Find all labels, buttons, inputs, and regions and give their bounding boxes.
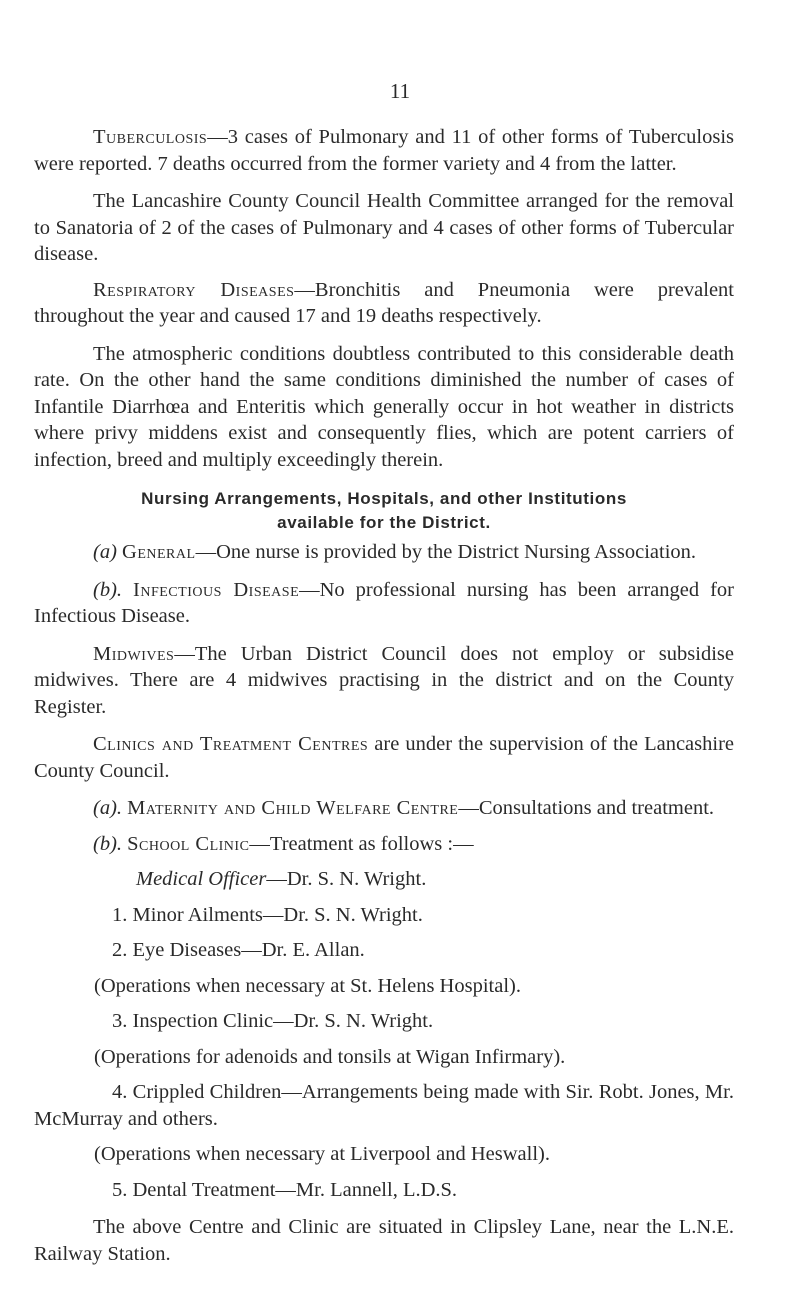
tuberculosis-heading: Tuberculosis [93, 126, 208, 148]
document-body [34, 124, 734, 1267]
closing-paragraph: The above Centre and Clinic are situated in Clipsley Lane, near the L.N.E. Railway Station. [34, 1216, 734, 1265]
respiratory-heading: Respiratory Diseases [93, 278, 295, 301]
clinic-item-note: (Operations for adenoids and tonsils at Wigan Infirmary). [94, 1045, 566, 1068]
tuberculosis-paragraph [34, 124, 734, 177]
infectious-paragraph [34, 577, 734, 630]
maternity-marker: (a). [93, 797, 123, 819]
clinic-item: 5. Dental Treatment—Mr. Lannell, L.D.S. [112, 1178, 458, 1201]
atmospheric-paragraph: The atmospheric conditions doubtless contributed to this considerable death rate. On the other hand the same conditions diminished the number of cases of Infantile Diarrhœa and Enteritis which generally occur in hot weather in districts where privy middens exist and consequently flies, which are potent carriers of infection, breed and multiply exceedingly therein. [34, 342, 734, 471]
clinic-item-note: (Operations when necessary at Liverpool and Heswall). [94, 1143, 550, 1165]
maternity-paragraph [34, 795, 734, 822]
clinic-item: 3. Inspection Clinic—Dr. S. N. Wright. [112, 1010, 434, 1032]
general-heading: General [122, 541, 196, 563]
tuberculosis-text: —3 cases of Pulmonary and 11 of other forms of Tuberculosis were reported. 7 deaths occurred from the former variety and 4 from the latter. [34, 126, 734, 175]
sanatoria-paragraph: The Lancashire County Council Health Committee arranged for the removal to Sanatoria of 2 of the cases of Pulmonary and 4 cases of other forms of Tubercular disease. [34, 190, 734, 265]
infectious-marker: (b). [93, 578, 123, 601]
clinic-item-note: (Operations when necessary at St. Helens Hospital). [94, 974, 521, 997]
infectious-text: —No professional nursing has been arranged for Infectious Disease. [34, 578, 734, 627]
clinics-paragraph [34, 731, 734, 784]
medical-officer-line [34, 866, 734, 893]
infectious-heading: Infectious Disease [133, 578, 300, 601]
maternity-text: —Consultations and treatment. [458, 797, 715, 819]
medical-officer-label: Medical Officer [136, 868, 267, 890]
midwives-paragraph [34, 641, 734, 721]
school-text: —Treatment as follows :— [249, 832, 474, 855]
clinic-item: 4. Crippled Children—Arrangements being made with Sir. Robt. Jones, Mr. McMurray and others. [34, 1081, 734, 1130]
clinics-heading: Clinics and Treatment Centres [93, 733, 369, 755]
respiratory-paragraph [34, 277, 734, 330]
page-number: 11 [389, 79, 411, 103]
school-heading: School Clinic [127, 832, 250, 855]
section-heading-line2: available for the District. [277, 513, 491, 532]
midwives-text: —The Urban District Council does not employ or subsidise midwives. There are 4 midwives practising in the district and on the County Register. [34, 642, 734, 718]
clinics-text: are under the supervision of the Lancashire County Council. [34, 733, 734, 782]
maternity-heading: Maternity and Child Welfare Centre [127, 797, 459, 819]
school-marker: (b). [93, 832, 123, 855]
clinic-item: 1. Minor Ailments—Dr. S. N. Wright. [112, 903, 423, 926]
respiratory-text: —Bronchitis and Pneumonia were prevalent throughout the year and caused 17 and 19 deaths respectively. [34, 278, 734, 327]
medical-officer-name: —Dr. S. N. Wright. [266, 868, 427, 890]
general-text: —One nurse is provided by the District Nursing Association. [195, 541, 697, 563]
midwives-heading: Midwives [93, 642, 175, 665]
school-paragraph [34, 831, 734, 858]
general-paragraph [34, 539, 734, 566]
general-marker: (a) [93, 541, 117, 563]
clinic-item: 2. Eye Diseases—Dr. E. Allan. [112, 939, 365, 961]
section-heading [34, 487, 734, 535]
section-heading-line1: Nursing Arrangements, Hospitals, and other Institutions [141, 489, 627, 508]
